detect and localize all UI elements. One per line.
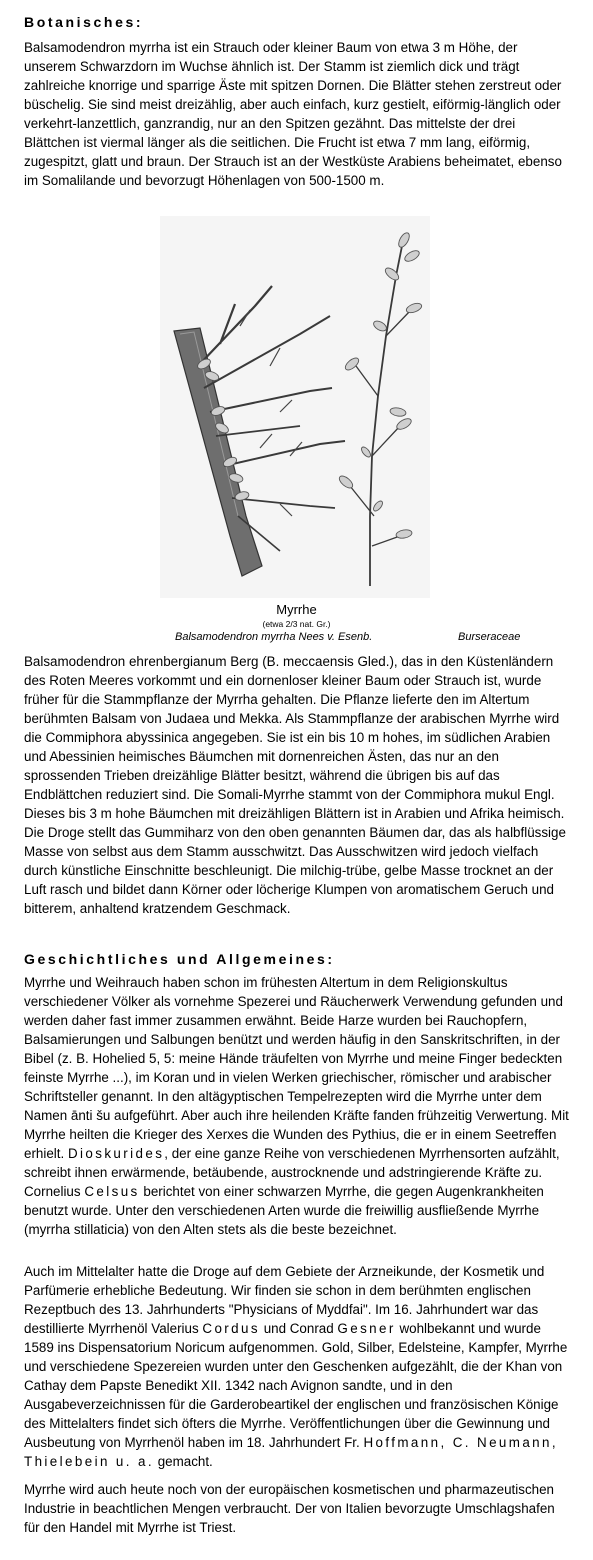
figure-caption-family: Burseraceae [458, 631, 521, 643]
person-name: Dioskurides [67, 1146, 165, 1161]
myrrh-branch-drawing [160, 216, 430, 598]
person-name: Gesner [337, 1321, 396, 1336]
paragraph-botanik-2: Balsamodendron ehrenbergianum Berg (B. meccaensis Gled.), das in den Küstenländern des Roten Meeres vorkommt und ein dornenloser kleiner Baum oder Strauch ist, wurde früher für die Stammpflanze der Myrrha gehalten. Die Pflanze lieferte den im Altertum berühmten Balsam von Judaea und Mekka. Als Stammpflanze der arabischen Myrrhe wird die Commiphora abyssinica angegeben. Sie ist ein bis 10 m hohes, im südlichen Arabien und Abessinien heimisches Bäumchen mit dornenreichen Ästen, das nur an den sprossenden Trieben dreizählige Blätter besitzt, während die übrigen bis auf das Endblättchen reduziert sind. Die Somali-Myrrhe stammt von der Commiphora mukul Engl. Dieses bis 3 m hohe Bäumchen mit dreizähligen Blättern ist in Arabien und Afrika heimisch. Die Droge stellt das Gummiharz von den oben genannten Bäumen dar, das als halbflüssige Masse von selbst aus dem Stamm ausschwitzt. Das Ausschwitzen wird jedoch vielfach durch künstliche Einschnitte beschleunigt. Die milchig-trübe, gelbe Masse trocknet an der Luft rasch und bildet dann Körner oder löcherige Klumpen von aromatischem Geruch und bitterem, anhaltend kratzendem Geschmack. [24, 654, 566, 916]
text-run: und Conrad [263, 1321, 334, 1336]
person-names: Hoffmann, C. Neumann, Thielebein u. a. [24, 1435, 558, 1469]
person-name: Celsus [84, 1184, 140, 1199]
paragraph-geschichte-2 [24, 1262, 572, 1471]
paragraph-geschichte-1 [24, 973, 572, 1239]
text-run: gemacht. [157, 1454, 213, 1469]
myrrh-plant-illustration [160, 216, 430, 598]
section-heading-geschichtliches: Geschichtliches und Allgemeines: [24, 951, 335, 967]
text-run: , der eine ganze Reihe von verschiedenen Myrrhensorten aufzählt, schreibt ihnen erwärmende, betäubende, austrocknende und adstringierende Kräfte zu. Cornelius [24, 1146, 560, 1199]
person-name: Cordus [202, 1321, 260, 1336]
text-run: berichtet von einer schwarzen Myrrhe, die gegen Augenkrankheiten benutzt wurde. Unter den verschiedenen Arten wurde die freiwillig ausfließende Myrrhe (myrrha stillaticia) von den Alten stets als die beste bezeichnet. [24, 1184, 544, 1237]
text-run: wohlbekannt und wurde 1589 ins Dispensatorium Noricum aufgenommen. Gold, Silber, Edelsteine, Kampfer, Myrrhe und verschiedene Spezereien wurden unter den Geschenken aufgezählt, die der Khan von Cathay dem Papste Benedikt XII. 1342 nach Avignon sandte, und in den Ausgabeverzeichnissen für die Garderobeartikel der englischen und französischen Könige des Mittelalters findet sich öfters die Myrrhe. Veröffentlichungen über die Gewinnung und Ausbeutung von Myrrhenöl haben im 18. Jahrhundert Fr. [24, 1321, 568, 1450]
section-heading-botanisches: Botanisches: [24, 14, 144, 30]
figure-caption-scale: (etwa 2/3 nat. Gr.) [262, 619, 331, 629]
paragraph-botanik-1: Balsamodendron myrrha ist ein Strauch oder kleiner Baum von etwa 3 m Höhe, der unserem Schwarzdorn im Wuchse ähnlich ist. Der Stamm ist ziemlich dick und trägt zahlreiche knorrige und sparrige Äste mit spitzen Dornen. Die Blätter stehen zerstreut oder büschelig. Sie sind meist dreizählig, aber auch einfach, kurz gestielt, eiförmig-länglich oder verkehrt-lanzettlich, ganzrandig, nur an den Spitzen gezähnt. Das mittelste der drei Blättchen ist viermal länger als die seitlichen. Die Frucht ist etwa 7 mm lang, eiförmig, zugespitzt, glatt und braun. Der Strauch ist an der Westküste Arabiens beheimatet, ebenso im Somalilande und bevorzugt Höhenlagen von 500-1500 m. [24, 40, 562, 188]
text-run: Auch im Mittelalter hatte die Droge auf dem Gebiete der Arzneikunde, der Kosmetik und Parfümerie erhebliche Bedeutung. Wir finden sie schon in dem berühmten englischen Rezeptbuch des 13. Jahrhunderts "Physicians of Myddfai". Im 16. Jahrhundert war das destillierte Myrrhenöl Valerius [24, 1264, 545, 1336]
text-run: Myrrhe und Weihrauch haben schon im frühesten Altertum in dem Religionskultus verschiedener Völker als vornehme Spezerei und Räucherwerk Verwendung gefunden und werden daher fast immer zusammen erwähnt. Beide Harze wurden bei Rauchopfern, Balsamierungen und Salbungen benützt und werden häufig in den Sanskritschriften, in der Bibel (z. B. Hohelied 5, 5: meine Hände träufelten von Myrrhe und meine Finger bedeckten feinste Myrrhe ...), im Koran und in vielen Werken griechischer, römischer und arabischer Schriftsteller genannt. In den altägyptischen Tempelrezepten wird die Myrrhe unter dem Namen ānti šu aufgeführt. Aber auch ihre heilenden Kräfte fanden frühzeitig Verwertung. Mit Myrrhe heilten die Krieger des Xerxes die Wunden des Pythius, die er in einem Seetreffen erhielt. [24, 975, 569, 1161]
figure-caption-latin-name: Balsamodendron myrrha Nees v. Esenb. [175, 631, 373, 643]
paragraph-geschichte-3: Myrrhe wird auch heute noch von der europäischen kosmetischen und pharmazeutischen Industrie in beachtlichen Mengen verbraucht. Der von Italien bevorzugte Umschlagshafen für den Handel mit Myrrhe ist Triest. [24, 1482, 555, 1535]
figure-caption-title: Myrrhe [276, 602, 317, 617]
